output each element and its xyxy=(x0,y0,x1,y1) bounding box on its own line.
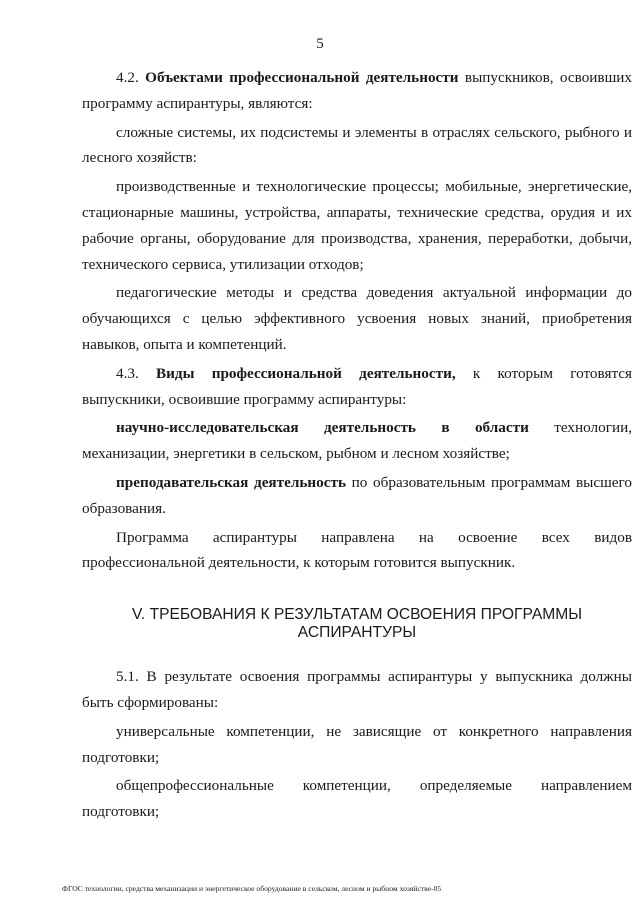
page-number: 5 xyxy=(316,36,324,52)
competency-general-professional: общепрофессиональные компетенции, определяемые направлением подготовки; xyxy=(82,777,632,821)
object-item-1: сложные системы, их подсистемы и элементы в отраслях сельского, рыбного и лесного хозяйств: xyxy=(82,123,632,167)
document-body xyxy=(82,65,632,825)
clause-number: 4.3. xyxy=(116,364,139,382)
paragraph-4-3 xyxy=(82,361,632,413)
object-item-2: производственные и технологические процессы; мобильные, энергетические, стационарные машины, устройства, аппараты, технические средства, орудия и их рабочие органы, оборудование для производства, хранения, переработки, добычи, технического сервиса, утилизации отходов; xyxy=(82,178,632,273)
bold-term: научно-исследовательская деятельность в области xyxy=(116,419,529,437)
paragraph-4-2 xyxy=(82,65,632,117)
bold-term: Виды профессиональной деятельности, xyxy=(156,364,456,382)
paragraph-text: к которым готовятся выпускники, освоившие программу аспирантуры: xyxy=(82,364,632,408)
paragraph-text: выпускников, освоивших программу аспирантуры, являются: xyxy=(82,69,633,112)
paragraph-text: технологии, механизации, энергетики в сельском, рыбном и лесном хозяйстве; xyxy=(82,419,633,463)
heading-line-2: АСПИРАНТУРЫ xyxy=(297,624,417,642)
activity-research xyxy=(82,415,632,467)
footer-note: ФГОС технологии, средства механизации и энергетическое оборудование в сельском, лесном и рыбном хозяйстве-05 xyxy=(62,884,442,893)
competency-universal: универсальные компетенции, не зависящие от конкретного направления подготовки; xyxy=(82,722,632,766)
bold-term: преподавательская деятельность xyxy=(116,473,346,491)
activity-teaching xyxy=(82,470,632,522)
clause-number: 4.2. xyxy=(116,69,139,86)
bold-term: Объектами профессиональной деятельности xyxy=(145,69,459,86)
object-item-3: педагогические методы и средства доведения актуальной информации до обучающихся с целью эффективного усвоения новых знаний, приобретения навыков, опыта и компетенций. xyxy=(82,284,632,353)
paragraph-5-1: 5.1. В результате освоения программы аспирантуры у выпускника должны быть сформированы: xyxy=(82,668,632,711)
program-paragraph: Программа аспирантуры направлена на освоение всех видов профессиональной деятельности, к которым готовится выпускник. xyxy=(82,528,632,572)
heading-line-1: V. ТРЕБОВАНИЯ К РЕЗУЛЬТАТАМ ОСВОЕНИЯ ПРОГРАММЫ xyxy=(131,606,583,624)
section-5-heading xyxy=(82,606,632,642)
paragraph-text: по образовательным программам высшего образования. xyxy=(82,473,632,517)
